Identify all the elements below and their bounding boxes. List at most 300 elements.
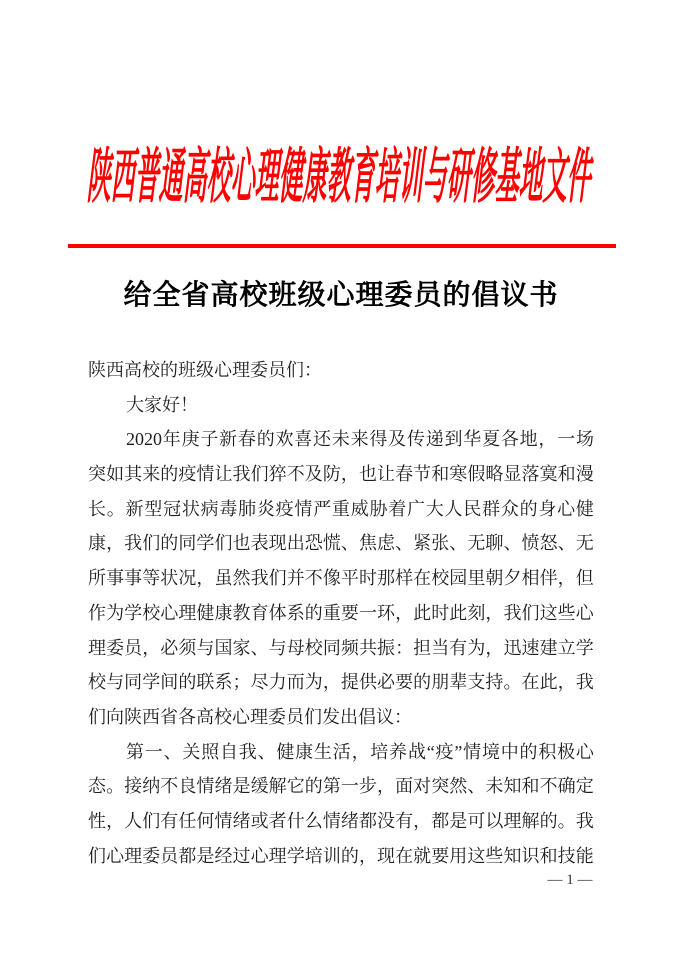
body-line-token: 辈 xyxy=(449,672,468,693)
body-line-token: 技 xyxy=(557,845,576,866)
body-line-token: 慌 xyxy=(322,533,341,554)
body-line-token: 健 xyxy=(276,741,295,762)
body-line-token: 何 xyxy=(196,810,215,831)
body-line-token: 这 xyxy=(467,845,486,866)
body-line-token: 学 xyxy=(124,602,143,623)
body-line-token: 与 xyxy=(106,672,125,693)
body-line-token: 当 xyxy=(431,637,450,658)
body-line-token: 绪 xyxy=(214,776,233,797)
body-line-token: 疫 xyxy=(178,464,197,485)
body-line-token: 突 xyxy=(88,464,106,485)
body-line-token: 校 xyxy=(431,568,450,589)
body-line-token: 病 xyxy=(200,498,219,519)
body-line-token: 不 xyxy=(160,776,179,797)
body-line-token: 略 xyxy=(485,464,504,485)
body-line-token: 朋 xyxy=(431,672,450,693)
body-line-token: 心 xyxy=(106,845,125,866)
body-line-token: 第 xyxy=(126,741,144,762)
document-body xyxy=(88,353,594,873)
body-line-token: 心 xyxy=(575,741,594,762)
body-line-token: 焦 xyxy=(358,533,377,554)
body-line-token: 长 xyxy=(88,498,106,519)
body-line-token: 学 xyxy=(196,533,215,554)
body-line-token: 绪 xyxy=(232,810,251,831)
body-line-token: 、 xyxy=(257,741,276,762)
body-line-token: 、 xyxy=(557,533,576,554)
body-line-token: 落 xyxy=(521,464,540,485)
body-line-token: 理 xyxy=(503,810,522,831)
body-line-token: 我 xyxy=(124,533,143,554)
body-line-token: 必 xyxy=(377,672,395,693)
body-line-token: 支 xyxy=(467,672,486,693)
body-line-token: ” xyxy=(454,741,463,762)
body-line-token: 理 xyxy=(124,845,143,866)
body-line-token: 年 xyxy=(162,429,181,450)
body-line-token: 场 xyxy=(575,429,594,450)
body-line-token: 这 xyxy=(539,602,558,623)
body-line-token: 现 xyxy=(268,533,287,554)
body-line-token: 过 xyxy=(232,845,251,866)
body-line-token: 的 xyxy=(519,741,538,762)
body-line-token: 状 xyxy=(160,568,179,589)
body-line-token: 情 xyxy=(196,776,215,797)
body-line-token: 么 xyxy=(304,810,323,831)
body-line-token: 国 xyxy=(214,637,233,658)
body-line-token: 系 xyxy=(214,672,233,693)
body-line-token: 一 xyxy=(358,602,377,623)
body-line: 们向陕西省各高校心理委员们发出倡议： xyxy=(88,706,412,727)
body-line-token: 间 xyxy=(160,672,179,693)
body-line-token: 春 xyxy=(237,429,256,450)
body-line-token: 表 xyxy=(250,533,269,554)
body-line-token: 绪 xyxy=(340,810,359,831)
body-line-token: 样 xyxy=(395,568,414,589)
body-line-token: 理 xyxy=(88,637,106,658)
body-line-token: 和 xyxy=(557,464,576,485)
body-line-token: 时 xyxy=(358,568,377,589)
body-line-token: 家 xyxy=(232,637,251,658)
body-line-token: 新 xyxy=(219,429,238,450)
body-line-token: 事 xyxy=(124,568,143,589)
body-line-token: 同 xyxy=(178,533,197,554)
body-line-token: 庚 xyxy=(181,429,200,450)
body-line-token: 相 xyxy=(521,568,540,589)
body-line-token: 同 xyxy=(322,637,341,658)
body-line-token: 大 xyxy=(425,498,444,519)
body-line-token: ， xyxy=(351,741,370,762)
body-line-token: 。 xyxy=(106,776,125,797)
body-line-token: 养 xyxy=(389,741,408,762)
body-line-token: 喜 xyxy=(294,429,313,450)
body-line-token: 面 xyxy=(395,776,414,797)
page-number: — 1 — xyxy=(547,872,593,888)
body-line-token: 型 xyxy=(144,498,163,519)
body-line-token: 让 xyxy=(214,464,233,485)
body-line-token: 和 xyxy=(521,776,540,797)
body-line-token: 理 xyxy=(178,602,197,623)
body-line-token: 第 xyxy=(322,776,341,797)
body-line-token: 性 xyxy=(88,810,106,831)
body-line-token: 群 xyxy=(482,498,501,519)
body-line-token: 未 xyxy=(331,429,350,450)
body-line-token: 民 xyxy=(463,498,482,519)
body-line-token: ， xyxy=(106,810,125,831)
body-line-token: ， xyxy=(106,533,125,554)
body-line-token: 同 xyxy=(124,672,143,693)
body-line-token: 尽 xyxy=(250,672,269,693)
body-line-token: 。 xyxy=(503,672,522,693)
body-line-token: 像 xyxy=(322,568,341,589)
body-line-token: 为 xyxy=(106,602,125,623)
body-line-token: 显 xyxy=(503,464,522,485)
body-line-token: 事 xyxy=(106,568,125,589)
body-line-token: 的 xyxy=(340,845,359,866)
body-line-token: 春 xyxy=(395,464,414,485)
body-line-token: 猝 xyxy=(268,464,287,485)
body-line-token: 步 xyxy=(358,776,377,797)
body-line-token: 态 xyxy=(88,776,106,797)
body-line-token: 严 xyxy=(313,498,332,519)
body-line-token: 的 xyxy=(413,672,432,693)
body-line-token: 冠 xyxy=(163,498,182,519)
body-line-token: 那 xyxy=(377,568,395,589)
body-line-token: 里 xyxy=(467,568,486,589)
body-line xyxy=(88,804,594,839)
body-line-token: 纳 xyxy=(142,776,161,797)
body-line-token: 学 xyxy=(286,845,305,866)
body-line-token: 此 xyxy=(539,672,558,693)
body-line-token: 我 xyxy=(250,568,269,589)
body-line-token: 作 xyxy=(88,602,106,623)
body-line-token: 威 xyxy=(350,498,369,519)
body-line-token: 无 xyxy=(575,533,594,554)
body-line-token: ， xyxy=(377,776,395,797)
body-line-token: 肺 xyxy=(238,498,257,519)
body-line-token: 漫 xyxy=(575,464,594,485)
body-line-token: 然 xyxy=(232,568,251,589)
body-line-token: 们 xyxy=(88,845,106,866)
body-line-token: 都 xyxy=(431,810,450,831)
body-line-token: 康 xyxy=(214,602,233,623)
body-line-token: 有 xyxy=(449,637,468,658)
body-line-token: 们 xyxy=(142,810,161,831)
body-line-token: ， xyxy=(557,672,576,693)
body-line-token: 虑 xyxy=(377,533,395,554)
body-line-token: 情 xyxy=(214,810,233,831)
body-line-token: 无 xyxy=(467,533,486,554)
body-line-token: 胁 xyxy=(369,498,388,519)
body-line-token: 子 xyxy=(200,429,219,450)
body-line-token: 必 xyxy=(160,637,179,658)
body-line-token: 、 xyxy=(503,533,522,554)
body-line xyxy=(88,769,594,804)
body-line-token: 怒 xyxy=(539,533,558,554)
body-line-token: 供 xyxy=(358,672,377,693)
body-line-token: 者 xyxy=(268,810,287,831)
body-line-token: 要 xyxy=(340,602,359,623)
document-title: 给全省高校班级心理委员的倡议书 xyxy=(123,279,559,310)
body-line-token: 解 xyxy=(521,810,540,831)
body-line-token: ， xyxy=(358,845,377,866)
body-line-token: 员 xyxy=(124,637,143,658)
body-line-token: 建 xyxy=(539,637,558,658)
body-line-token: 突 xyxy=(431,776,450,797)
body-line-token: 解 xyxy=(268,776,287,797)
body-line-token: 、 xyxy=(467,776,486,797)
body-line-token: 系 xyxy=(286,602,305,623)
body-line-token: 心 xyxy=(250,845,269,866)
body-line-token: 照 xyxy=(201,741,220,762)
body-line-token: 、 xyxy=(449,533,468,554)
body-line-token: 我 xyxy=(232,464,251,485)
body-line-token: 以 xyxy=(485,810,504,831)
body-line-token: “ xyxy=(426,741,435,762)
body-line-token: 或 xyxy=(250,810,269,831)
body-line-token: 自 xyxy=(219,741,238,762)
body-line-token: 速 xyxy=(521,637,540,658)
body-line xyxy=(88,457,594,492)
body-line-token: 夕 xyxy=(503,568,522,589)
body-line-token: 及 xyxy=(304,464,323,485)
body-line-token: 虽 xyxy=(214,568,233,589)
body-line-token: 良 xyxy=(178,776,197,797)
body-line-token: 持 xyxy=(485,672,504,693)
body-line-token: 华 xyxy=(463,429,482,450)
body-line-token: 然 xyxy=(449,776,468,797)
body-line-token: 情 xyxy=(196,464,215,485)
body-line-token: ， xyxy=(538,429,557,450)
body-line-token: 有 xyxy=(395,810,414,831)
body-line-token: 况 xyxy=(178,568,197,589)
body-line-token: 寒 xyxy=(449,464,468,485)
body-line xyxy=(88,596,594,631)
red-divider-line xyxy=(68,244,616,248)
body-line-token: 夏 xyxy=(482,429,501,450)
body-line-token: 生 xyxy=(313,741,332,762)
body-line-token: 在 xyxy=(521,672,540,693)
body-line-token: 校 xyxy=(142,602,161,623)
body-line-token: 健 xyxy=(575,498,594,519)
body-line-token: 和 xyxy=(431,464,450,485)
red-header-banner-text: 陕西普通高校心理健康教育培训与研修基地文件 xyxy=(84,144,598,210)
body-line-token: 担 xyxy=(413,637,432,658)
body-line-token: 身 xyxy=(538,498,557,519)
body-line-token: 、 xyxy=(395,533,414,554)
body-line-token: 、 xyxy=(250,637,269,658)
body-line-token: 毒 xyxy=(219,498,238,519)
body-line-token: 共 xyxy=(358,637,377,658)
body-line-token: 的 xyxy=(160,533,179,554)
body-line-token: 未 xyxy=(485,776,504,797)
body-line-token: 地 xyxy=(519,429,538,450)
body-line-token: 重 xyxy=(331,498,350,519)
body-line-token: ， xyxy=(142,637,161,658)
body-line-token: 培 xyxy=(370,741,389,762)
body-line-token: 寞 xyxy=(539,464,558,485)
body-line-token: 们 xyxy=(250,464,269,485)
body-line xyxy=(88,631,594,666)
body-line-token: 境 xyxy=(481,741,500,762)
body-line-token: 一 xyxy=(557,429,576,450)
body-line-token: 来 xyxy=(142,464,161,485)
body-line-token: 什 xyxy=(286,810,305,831)
body-line-token: 也 xyxy=(358,464,377,485)
body-line-token: 校 xyxy=(88,672,106,693)
body-line-token: 知 xyxy=(503,845,522,866)
body-line-token: 但 xyxy=(575,568,594,589)
body-line-token: 是 xyxy=(449,810,468,831)
body-line-token: 为 xyxy=(304,672,323,693)
body-line-token: 伴 xyxy=(539,568,558,589)
body-line-token: 人 xyxy=(124,810,143,831)
body-line-token: 递 xyxy=(425,429,444,450)
body-line: 陕西高校的班级心理委员们： xyxy=(88,360,322,380)
body-line-token: 我 xyxy=(238,741,257,762)
body-line-token: 的 xyxy=(539,810,558,831)
body-line-token: 防 xyxy=(322,464,341,485)
body-line-token: 识 xyxy=(521,845,540,866)
body-line-token: 为 xyxy=(467,637,486,658)
body-line-token: 广 xyxy=(407,498,426,519)
body-line-token: 们 xyxy=(268,568,287,589)
body-line-token: 频 xyxy=(340,637,359,658)
body-line-token: 我 xyxy=(503,602,522,623)
body-line-token: 、 xyxy=(340,533,359,554)
body-line-token: 知 xyxy=(503,776,522,797)
body-line-token: 缓 xyxy=(250,776,269,797)
body-line-token: 也 xyxy=(232,533,251,554)
body-line-token: 人 xyxy=(444,498,463,519)
red-header-banner xyxy=(0,136,682,218)
body-line-token: 传 xyxy=(406,429,425,450)
body-line-token: 些 xyxy=(557,602,576,623)
body-line-token: 不 xyxy=(539,776,558,797)
body-line-token: 经 xyxy=(214,845,233,866)
body-line-token: 学 xyxy=(575,637,594,658)
body-line-token: 到 xyxy=(444,429,463,450)
body-line-token: 而 xyxy=(286,672,305,693)
body-line-token: 着 xyxy=(388,498,407,519)
body-line-token: 此 xyxy=(449,602,468,623)
body-line-token: 中 xyxy=(500,741,519,762)
body-line-token: 所 xyxy=(88,568,106,589)
body-line-token: 恐 xyxy=(304,533,323,554)
body-line-token: 的 xyxy=(304,602,323,623)
body-line-token: 还 xyxy=(313,429,332,450)
body-line-token: 员 xyxy=(160,845,179,866)
body-line-token: 并 xyxy=(286,568,305,589)
body-line-token: 们 xyxy=(142,533,161,554)
body-line-token: 我 xyxy=(575,672,594,693)
body-line-token: 的 xyxy=(256,429,275,450)
body-line-token: 的 xyxy=(304,776,323,797)
body-line-token: 提 xyxy=(340,672,359,693)
body-line-token: 新 xyxy=(125,498,144,519)
body-line xyxy=(88,665,594,700)
body-line xyxy=(88,492,594,527)
body-line-token: 母 xyxy=(286,637,305,658)
body-line-token: 学 xyxy=(142,672,161,693)
body-line-token: 用 xyxy=(449,845,468,866)
body-line-token: 、 xyxy=(163,741,182,762)
body-line-token: 任 xyxy=(178,810,197,831)
body-line-token: 时 xyxy=(431,602,450,623)
body-line-token: 和 xyxy=(539,845,558,866)
body-line-token: 等 xyxy=(142,568,161,589)
body-line-token: 健 xyxy=(196,602,215,623)
body-line-token: 一 xyxy=(340,776,359,797)
body-line xyxy=(88,735,594,770)
body-line-token: 紧 xyxy=(413,533,432,554)
body-line-token: 的 xyxy=(178,672,197,693)
body-line-token: 体 xyxy=(268,602,287,623)
body-line-token: 理 xyxy=(268,845,287,866)
body-line-token: 是 xyxy=(232,776,251,797)
body-line-token: 出 xyxy=(286,533,305,554)
body-line-token: 培 xyxy=(304,845,323,866)
body-line-token: ， xyxy=(395,602,414,623)
body-line-token: ： xyxy=(395,637,414,658)
body-line-token: 活 xyxy=(332,741,351,762)
body-line-token: 育 xyxy=(250,602,269,623)
body-line-token: 立 xyxy=(557,637,576,658)
body-line-token: 委 xyxy=(106,637,125,658)
body-line-token: 极 xyxy=(557,741,576,762)
body-line-token: 。 xyxy=(106,498,125,519)
body-line-token: 康 xyxy=(88,533,106,554)
body-line-token: ， xyxy=(485,637,504,658)
body-line-token: 不 xyxy=(304,568,323,589)
body-line-token: 没 xyxy=(377,810,395,831)
body-line-token: 一 xyxy=(144,741,163,762)
body-line-token: 愤 xyxy=(521,533,540,554)
body-line-token: 们 xyxy=(214,533,233,554)
body-line-token: 状 xyxy=(181,498,200,519)
body-line-token: 在 xyxy=(395,845,414,866)
body-line-token: 的 xyxy=(160,464,179,485)
body-line-token: 节 xyxy=(413,464,432,485)
body-line-token: 得 xyxy=(369,429,388,450)
body-line-token: 聊 xyxy=(485,533,504,554)
body-line-token: 现 xyxy=(377,845,395,866)
body-line-token: ， xyxy=(196,568,215,589)
body-line-token: 些 xyxy=(485,845,504,866)
body-line-token: 其 xyxy=(124,464,143,485)
body-line-token: 炎 xyxy=(256,498,275,519)
body-line-token: 有 xyxy=(160,810,179,831)
body-line-token: 平 xyxy=(340,568,359,589)
body-line-token: 心 xyxy=(575,602,594,623)
body-line-token: 来 xyxy=(350,429,369,450)
body-line-token: 假 xyxy=(467,464,486,485)
body-line-token: 让 xyxy=(377,464,395,485)
body-line-token: 各 xyxy=(500,429,519,450)
body-line-token: 力 xyxy=(268,672,287,693)
body-line-token: 情 xyxy=(294,498,313,519)
body-line-token: 在 xyxy=(413,568,432,589)
body-line-token: 积 xyxy=(538,741,557,762)
body-line-token: 及 xyxy=(388,429,407,450)
body-line-token: 们 xyxy=(521,602,540,623)
body-line-token: 教 xyxy=(232,602,251,623)
body-line-token: 朝 xyxy=(485,568,504,589)
body-line xyxy=(88,839,594,874)
body-line-token: 训 xyxy=(322,845,341,866)
body-line-token: ， xyxy=(557,568,576,589)
body-line-token: 能 xyxy=(575,845,594,866)
body-line-token: ， xyxy=(413,810,432,831)
body-line-token: 都 xyxy=(178,845,197,866)
